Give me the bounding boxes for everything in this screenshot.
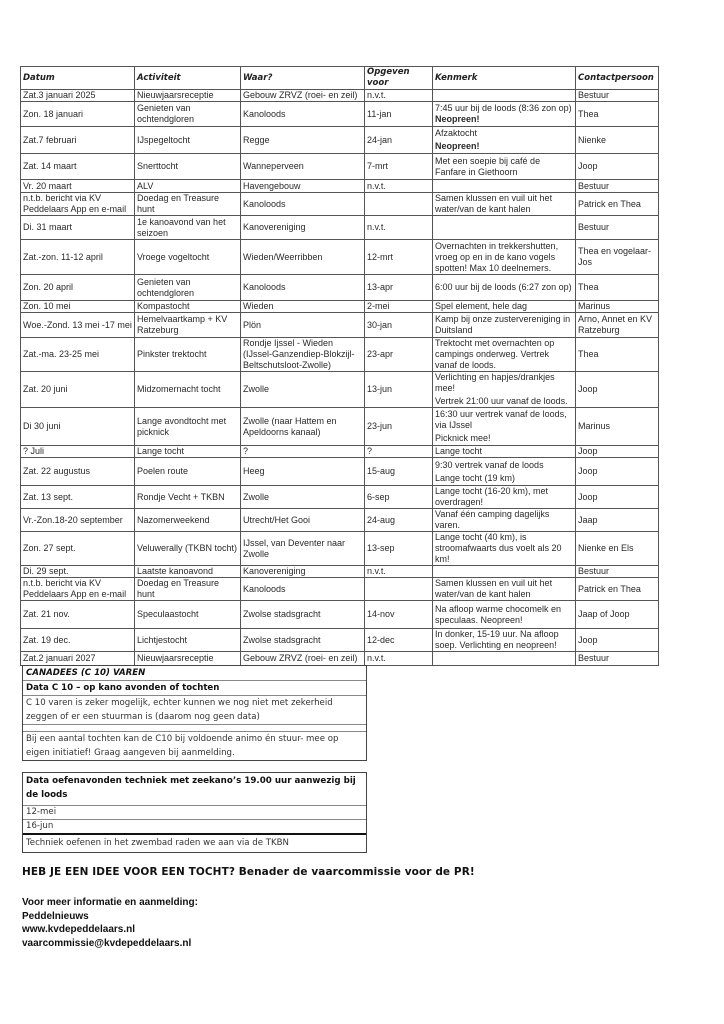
cell-kenmerk — [433, 102, 576, 127]
cell-contact: Joop — [576, 458, 659, 486]
cell-opgeven: 30-jan — [365, 313, 433, 338]
cell-opgeven: n.v.t. — [365, 90, 433, 102]
kenmerk-line — [435, 446, 573, 457]
cell-activiteit: Nieuwjaarsreceptie — [135, 652, 241, 666]
schedule-row — [21, 532, 659, 566]
schedule-row — [21, 486, 659, 509]
cell-waar: Zwolle — [241, 372, 365, 408]
cell-datum: Zat.7 februari — [21, 127, 135, 154]
cell-kenmerk — [433, 532, 576, 566]
cell-waar: Plön — [241, 313, 365, 338]
canadees-box — [22, 665, 367, 761]
schedule-row — [21, 301, 659, 313]
kenmerk-text: Samen klussen en vuil uit het water/van de kant halen — [435, 193, 553, 214]
cell-contact: Jaap of Joop — [576, 601, 659, 629]
header-waar: Waar? — [241, 67, 365, 90]
oefenavonden-date: 12-mei — [23, 806, 366, 820]
kenmerk-text: Kamp bij onze zustervereniging in Duitsland — [435, 314, 571, 335]
cell-waar: Kanoloods — [241, 193, 365, 216]
kenmerk-line — [435, 372, 573, 394]
schedule-row — [21, 102, 659, 127]
header-opgeven: Opgeven voor — [365, 67, 433, 90]
kenmerk-text: Picknick mee! — [435, 433, 491, 443]
cell-activiteit: Nieuwjaarsreceptie — [135, 90, 241, 102]
kenmerk-text: 9:30 vertrek vanaf de loods — [435, 459, 544, 470]
cell-waar: Rondje Ijssel - Wieden (IJssel-Ganzendiep-Blokzijl-Beltschutsloot-Zwolle) — [241, 338, 365, 372]
cell-contact: Joop — [576, 446, 659, 458]
cell-activiteit: Doedag en Treasure hunt — [135, 578, 241, 601]
schedule-row — [21, 601, 659, 629]
kenmerk-line — [435, 193, 573, 215]
kenmerk-line — [435, 301, 573, 312]
kenmerk-text: Lange tocht (40 km), is stroomafwaarts dus voelt als 20 km! — [435, 532, 562, 564]
schedule-row — [21, 458, 659, 486]
cell-datum: Zat. 21 nov. — [21, 601, 135, 629]
cell-opgeven: 23-jun — [365, 408, 433, 446]
cell-activiteit: Genieten van ochtendgloren — [135, 275, 241, 301]
kenmerk-text: Lange tocht (19 km) — [435, 472, 516, 483]
kenmerk-text: Vanaf één camping dagelijks varen. — [435, 509, 550, 530]
oefenavonden-box — [22, 772, 367, 853]
kenmerk-line — [435, 409, 573, 431]
cell-contact: Thea en vogelaar-Jos — [576, 240, 659, 275]
cell-waar: Gebouw ZRVZ (roei- en zeil) — [241, 90, 365, 102]
info-peddelnieuws: Peddelnieuws — [22, 910, 89, 922]
cell-activiteit: Vroege vogeltocht — [135, 240, 241, 275]
schedule-row — [21, 629, 659, 652]
kenmerk-line — [435, 532, 573, 565]
cell-opgeven: 6-sep — [365, 486, 433, 509]
cell-opgeven: 11-jan — [365, 102, 433, 127]
cell-datum: Zon. 27 sept. — [21, 532, 135, 566]
cell-contact: Joop — [576, 154, 659, 180]
kenmerk-line — [435, 314, 573, 336]
cell-waar: Heeg — [241, 458, 365, 486]
kenmerk-line — [435, 473, 573, 484]
cell-waar: Kanoloods — [241, 578, 365, 601]
info-email-link[interactable]: vaarcommissie@kvdepeddelaars.nl — [22, 937, 192, 949]
cell-activiteit: Doedag en Treasure hunt — [135, 193, 241, 216]
cell-activiteit: Lichtjestocht — [135, 629, 241, 652]
cell-contact: Jaap — [576, 509, 659, 532]
kenmerk-line — [435, 629, 573, 651]
cell-datum: ? Juli — [21, 446, 135, 458]
cell-contact: Thea — [576, 102, 659, 127]
cell-activiteit: Genieten van ochtendgloren — [135, 102, 241, 127]
cell-contact: Joop — [576, 372, 659, 408]
kenmerk-text: Lange tocht (16-20 km), met overdragen! — [435, 486, 549, 507]
cell-datum: Vr.-Zon.18-20 september — [21, 509, 135, 532]
cell-waar: Zwolse stadsgracht — [241, 629, 365, 652]
kenmerk-text: Met een soepie bij café de Fanfare in Giethoorn — [435, 155, 541, 177]
cell-contact: Bestuur — [576, 652, 659, 666]
kenmerk-text: Afzaktocht — [435, 128, 478, 138]
cell-waar: Gebouw ZRVZ (roei- en zeil) — [241, 652, 365, 666]
cell-kenmerk — [433, 127, 576, 154]
cell-kenmerk — [433, 458, 576, 486]
cell-waar: Havengebouw — [241, 180, 365, 193]
kenmerk-line — [435, 578, 573, 600]
cell-kenmerk — [433, 566, 576, 578]
cell-activiteit: Hemelvaartkamp + KV Ratzeburg — [135, 313, 241, 338]
cell-waar: Kanoloods — [241, 102, 365, 127]
kenmerk-line — [435, 486, 573, 508]
cell-datum: n.t.b. bericht via KV Peddelaars App en e-mail — [21, 193, 135, 216]
cell-opgeven: 13-apr — [365, 275, 433, 301]
schedule-row — [21, 216, 659, 240]
oefenavonden-title: Data oefenavonden techniek met zeekano’s 19.00 uur aanwezig bij de loods — [23, 773, 366, 806]
cell-waar: Wanneperveen — [241, 154, 365, 180]
kenmerk-line — [435, 338, 573, 371]
schedule-row — [21, 127, 659, 154]
schedule-row — [21, 193, 659, 216]
kenmerk-text: Na afloop warme chocomelk en speculaas. Neopreen! — [435, 603, 562, 625]
cell-datum: Zat.2 januari 2027 — [21, 652, 135, 666]
cell-activiteit: Snerttocht — [135, 154, 241, 180]
cell-kenmerk — [433, 629, 576, 652]
oefenavonden-note: Techniek oefenen in het zwembad raden we aan via de TKBN — [26, 838, 289, 848]
cell-contact: Thea — [576, 338, 659, 372]
kenmerk-line — [435, 241, 573, 274]
cell-contact: Arno, Annet en KV Ratzeburg — [576, 313, 659, 338]
kenmerk-line — [435, 103, 573, 125]
cell-opgeven: 2-mei — [365, 301, 433, 313]
cell-kenmerk — [433, 408, 576, 446]
kenmerk-line — [435, 156, 573, 178]
cell-opgeven: 7-mrt — [365, 154, 433, 180]
schedule-row — [21, 313, 659, 338]
cell-opgeven: 12-dec — [365, 629, 433, 652]
cell-waar: Utrecht/Het Gooi — [241, 509, 365, 532]
cell-opgeven — [365, 578, 433, 601]
cell-datum: Di. 31 maart — [21, 216, 135, 240]
schedule-row — [21, 509, 659, 532]
cell-waar: IJssel, van Deventer naar Zwolle — [241, 532, 365, 566]
cell-activiteit: Pinkster trektocht — [135, 338, 241, 372]
header-contact: Contactpersoon — [576, 67, 659, 90]
kenmerk-emphasis: Neopreen! — [435, 114, 480, 124]
cell-datum: Woe.-Zond. 13 mei -17 mei — [21, 313, 135, 338]
cell-datum: Zat.3 januari 2025 — [21, 90, 135, 102]
call-to-action: HEB JE EEN IDEE VOOR EEN TOCHT? Benader de vaarcommissie voor de PR! — [22, 866, 475, 878]
schedule-row — [21, 275, 659, 301]
cell-activiteit: Poelen route — [135, 458, 241, 486]
canadees-text1: C 10 varen is zeker mogelijk, echter kunnen we nog niet met zekerheid zeggen of er een stuurman is (daarom nog geen data) — [23, 696, 366, 725]
kenmerk-line — [435, 282, 573, 293]
cell-kenmerk — [433, 372, 576, 408]
kenmerk-text: Vertrek 21:00 uur vanaf de loods. — [435, 396, 568, 406]
schedule-row — [21, 446, 659, 458]
cell-opgeven: 24-aug — [365, 509, 433, 532]
cell-opgeven: n.v.t. — [365, 652, 433, 666]
cell-activiteit: ALV — [135, 180, 241, 193]
cell-kenmerk — [433, 313, 576, 338]
cell-opgeven: 15-aug — [365, 458, 433, 486]
cell-contact: Bestuur — [576, 90, 659, 102]
cell-waar: Zwolle (naar Hattem en Apeldoorns kanaal) — [241, 408, 365, 446]
cell-waar: ? — [241, 446, 365, 458]
cell-waar: Wieden/Weerribben — [241, 240, 365, 275]
cell-activiteit: Midzomernacht tocht — [135, 372, 241, 408]
cell-contact: Joop — [576, 486, 659, 509]
kenmerk-emphasis: Neopreen! — [435, 141, 480, 151]
canadees-text2: Bij een aantal tochten kan de C10 bij voldoende animo én stuur- mee op eigen initiatief! Graag aangeven bij aanmelding. — [26, 734, 339, 758]
cell-opgeven: 23-apr — [365, 338, 433, 372]
kenmerk-text: Trektocht met overnachten op campings onderweg. Vertrek vanaf de loods. — [435, 338, 555, 370]
cell-waar: Zwolse stadsgracht — [241, 601, 365, 629]
schedule-row — [21, 240, 659, 275]
cell-opgeven: 13-sep — [365, 532, 433, 566]
cell-waar: Kanoloods — [241, 275, 365, 301]
cell-opgeven: ? — [365, 446, 433, 458]
header-datum: Datum — [21, 67, 135, 90]
schedule-row — [21, 90, 659, 102]
cell-datum: Di. 29 sept. — [21, 566, 135, 578]
cell-contact: Nienke en Els — [576, 532, 659, 566]
kenmerk-text: Lange tocht — [435, 446, 483, 456]
schedule-row — [21, 154, 659, 180]
header-kenmerk: Kenmerk — [433, 67, 576, 90]
cell-kenmerk — [433, 446, 576, 458]
kenmerk-line — [435, 509, 573, 531]
kenmerk-line — [435, 460, 573, 471]
cell-kenmerk — [433, 301, 576, 313]
cell-waar: Zwolle — [241, 486, 365, 509]
schedule-header-row — [21, 67, 659, 90]
cell-opgeven: 12-mrt — [365, 240, 433, 275]
cell-datum: Zat. 22 augustus — [21, 458, 135, 486]
cell-opgeven: n.v.t. — [365, 566, 433, 578]
cell-activiteit: Kompastocht — [135, 301, 241, 313]
cell-activiteit: Lange tocht — [135, 446, 241, 458]
cell-opgeven: 24-jan — [365, 127, 433, 154]
cell-waar: Regge — [241, 127, 365, 154]
info-website-link[interactable]: www.kvdepeddelaars.nl — [22, 924, 136, 935]
cell-datum: Vr. 20 maart — [21, 180, 135, 193]
schedule-row — [21, 180, 659, 193]
cell-datum: n.t.b. bericht via KV Peddelaars App en e-mail — [21, 578, 135, 601]
cell-datum: Zon. 18 januari — [21, 102, 135, 127]
cell-kenmerk — [433, 240, 576, 275]
cell-datum: Zon. 20 april — [21, 275, 135, 301]
cell-contact: Patrick en Thea — [576, 193, 659, 216]
cell-datum: Di 30 juni — [21, 408, 135, 446]
info-heading: Voor meer informatie en aanmelding: — [22, 897, 198, 908]
cell-activiteit: Nazomerweekend — [135, 509, 241, 532]
cell-datum: Zat. 20 juni — [21, 372, 135, 408]
kenmerk-line — [435, 128, 573, 139]
cell-contact: Marinus — [576, 301, 659, 313]
schedule-row — [21, 372, 659, 408]
cell-kenmerk — [433, 601, 576, 629]
cell-kenmerk — [433, 652, 576, 666]
oefenavonden-date: 16-jun — [23, 820, 366, 835]
cell-datum: Zat. 19 dec. — [21, 629, 135, 652]
cell-contact: Bestuur — [576, 180, 659, 193]
cell-opgeven: 13-jun — [365, 372, 433, 408]
cell-kenmerk — [433, 338, 576, 372]
kenmerk-line — [435, 433, 573, 444]
canadees-subtitle: Data C 10 – op kano avonden of tochten — [23, 681, 366, 696]
schedule-row — [21, 408, 659, 446]
cell-opgeven: 14-nov — [365, 601, 433, 629]
kenmerk-text: In donker, 15-19 uur. Na afloop soep. Verlichting en neopreen! — [435, 629, 559, 650]
info-block — [22, 896, 198, 950]
cell-datum: Zat.-ma. 23-25 mei — [21, 338, 135, 372]
kenmerk-line — [435, 141, 573, 152]
canadees-spacer — [23, 725, 366, 732]
cell-contact: Bestuur — [576, 216, 659, 240]
cell-contact: Bestuur — [576, 566, 659, 578]
cell-activiteit: Laatste kanoavond — [135, 566, 241, 578]
cell-activiteit: Veluwerally (TKBN tocht) — [135, 532, 241, 566]
kenmerk-text: Spel element, hele dag — [435, 301, 528, 311]
cell-kenmerk — [433, 509, 576, 532]
cell-kenmerk — [433, 193, 576, 216]
canadees-title: CANADEES (C 10) VAREN — [23, 666, 366, 681]
cell-kenmerk — [433, 216, 576, 240]
schedule-row — [21, 578, 659, 601]
cell-activiteit: IJspegeltocht — [135, 127, 241, 154]
cell-opgeven — [365, 193, 433, 216]
kenmerk-text: 6:00 uur bij de loods (6:27 zon op) — [435, 282, 572, 292]
cell-activiteit: Speculaastocht — [135, 601, 241, 629]
cell-waar: Wieden — [241, 301, 365, 313]
header-activiteit: Activiteit — [135, 67, 241, 90]
schedule-row — [21, 566, 659, 578]
cell-contact: Joop — [576, 629, 659, 652]
schedule-body — [21, 90, 659, 666]
cell-opgeven: n.v.t. — [365, 216, 433, 240]
cell-datum: Zat. 14 maart — [21, 154, 135, 180]
kenmerk-line — [435, 396, 573, 407]
kenmerk-text: Verlichting en hapjes/drankjes mee! — [435, 372, 555, 393]
cell-contact: Patrick en Thea — [576, 578, 659, 601]
cell-waar: Kanovereniging — [241, 566, 365, 578]
kenmerk-text: 16:30 uur vertrek vanaf de loods, via IJssel — [435, 409, 567, 430]
cell-datum: Zon. 10 mei — [21, 301, 135, 313]
cell-kenmerk — [433, 154, 576, 180]
schedule-row — [21, 652, 659, 666]
kenmerk-text: Samen klussen en vuil uit het water/van de kant halen — [435, 578, 553, 599]
cell-datum: Zat. 13 sept. — [21, 486, 135, 509]
kenmerk-text: Overnachten in trekkershutten, vroeg op en in de kano vogels spotten! Max 10 deelnemers. — [435, 240, 559, 273]
cell-kenmerk — [433, 486, 576, 509]
kenmerk-line — [435, 604, 573, 626]
cell-opgeven: n.v.t. — [365, 180, 433, 193]
cell-activiteit: 1e kanoavond van het seizoen — [135, 216, 241, 240]
cell-contact: Marinus — [576, 408, 659, 446]
cell-activiteit: Rondje Vecht + TKBN — [135, 486, 241, 509]
cell-activiteit: Lange avondtocht met picknick — [135, 408, 241, 446]
cell-waar: Kanovereniging — [241, 216, 365, 240]
cell-datum: Zat.-zon. 11-12 april — [21, 240, 135, 275]
cell-kenmerk — [433, 90, 576, 102]
cell-contact: Thea — [576, 275, 659, 301]
cell-kenmerk — [433, 578, 576, 601]
cell-contact: Nienke — [576, 127, 659, 154]
kenmerk-text: 7:45 uur bij de loods (8:36 zon op) — [435, 103, 572, 113]
schedule-table — [20, 66, 659, 666]
cell-kenmerk — [433, 180, 576, 193]
schedule-row — [21, 338, 659, 372]
cell-kenmerk — [433, 275, 576, 301]
